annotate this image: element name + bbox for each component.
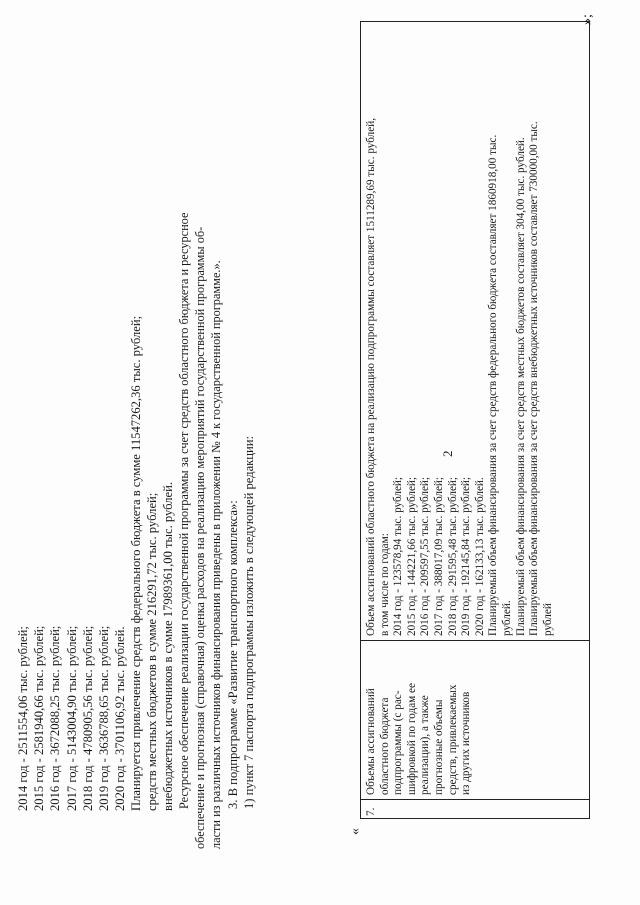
passport-table <box>360 21 590 819</box>
funding-line: средств местных бюджетов в сумме 216291,72 тыс. рублей; <box>145 492 160 811</box>
paragraph-line: обеспечение и прогнозная (справочная) оценка расходов на реализацию мероприятий государственной программы об- <box>193 226 208 849</box>
content-line: 2020 год - 162133,13 тыс. рублей. <box>473 477 486 636</box>
section-instruction: 1) пункт 7 паспорта подпрограммы изложить в следующей редакции: <box>242 435 257 809</box>
opening-quote: « <box>348 828 363 835</box>
page-number: 2 <box>440 450 455 457</box>
row-number-cell <box>361 799 589 818</box>
label-line: Объемы ассигнований <box>365 688 377 795</box>
content-line: Планируемый объем финансирования за счет средств местных бюджетов составляет 304,00 тыс. рублей. <box>514 137 527 636</box>
content-line: рублей. <box>500 600 513 636</box>
funding-sources <box>128 316 177 811</box>
label-line: из других источников <box>460 691 473 795</box>
paragraph-line: ласти из различных источников финансирования приведены в приложении № 4 к государственной программе.». <box>209 260 224 849</box>
section-heading: 3. В подпрограмме «Развитие транспортного комплекса»: <box>226 500 240 809</box>
label-line: подпрограммы (с рас- <box>392 690 405 795</box>
year-line: 2018 год - 4780905,56 тыс. рублей; <box>80 625 95 811</box>
content-line: рублей <box>541 603 554 636</box>
subprogram-section <box>225 436 257 809</box>
content-line: Объем ассигнований областного бюджета на реализацию подпрограммы составляет 1511289,69 тыс. рублей, <box>365 117 377 636</box>
content-line: 2014 год - 123578,94 тыс. рублей; <box>392 476 405 636</box>
content-line: 2017 год - 388017,09 тыс. рублей; <box>432 476 445 636</box>
closing-quote: »; <box>580 14 595 25</box>
label-text <box>365 645 474 795</box>
label-line: шифровкой по годам ее <box>405 683 418 795</box>
paragraph-line: Ресурсное обеспечение реализации государственной программы за счет средств областного бюджета и ресурсное <box>177 212 191 809</box>
funding-line: внебюджетных источников в сумме 17989361,00 тыс. рублей. <box>161 481 176 811</box>
content-line: 2015 год - 144221,66 тыс. рублей; <box>405 476 418 636</box>
label-line: реализации), а также <box>419 695 432 795</box>
year-line: 2014 год - 2511554,06 тыс. рублей; <box>16 626 30 811</box>
row-number: 7. <box>365 807 377 816</box>
year-line: 2015 год - 2581940,66 тыс. рублей; <box>32 625 47 811</box>
content-line: в том числе по годам: <box>378 533 391 636</box>
label-line: прогнозные объемы <box>432 699 445 795</box>
content-line: 2019 год - 192145,84 тыс. рублей; <box>460 476 473 636</box>
label-line: средств, привлекаемых <box>446 684 459 795</box>
year-line: 2019 год - 3636788,65 тыс. рублей; <box>96 625 111 811</box>
funding-line: Планируется привлечение средств федерального бюджета в сумме 11547262,36 тыс. рублей; <box>129 315 143 811</box>
label-cell <box>361 640 589 799</box>
label-line: областного бюджета <box>378 697 391 795</box>
content-line: 2016 год - 209597,55 тыс. рублей; <box>419 476 432 636</box>
content-line: Планируемый объем финансирования за счет средств федерального бюджета составляет 1860918,00 тыс. <box>487 134 500 636</box>
content-text <box>365 26 555 636</box>
resource-paragraph <box>176 213 225 849</box>
yearly-amounts <box>15 626 128 811</box>
year-line: 2017 год - 5143004,90 тыс. рублей; <box>64 625 79 811</box>
year-line: 2020 год - 3701106,92 тыс. рублей. <box>113 626 128 811</box>
year-line: 2016 год - 3672088,25 тыс. рублей; <box>48 625 63 811</box>
content-cell <box>361 22 589 640</box>
content-line: 2018 год - 291595,48 тыс. рублей; <box>446 476 459 636</box>
content-line: Планируемый объем финансирования за счет средств внебюджетных источников составляет 730000,00 тыс. <box>528 121 541 636</box>
